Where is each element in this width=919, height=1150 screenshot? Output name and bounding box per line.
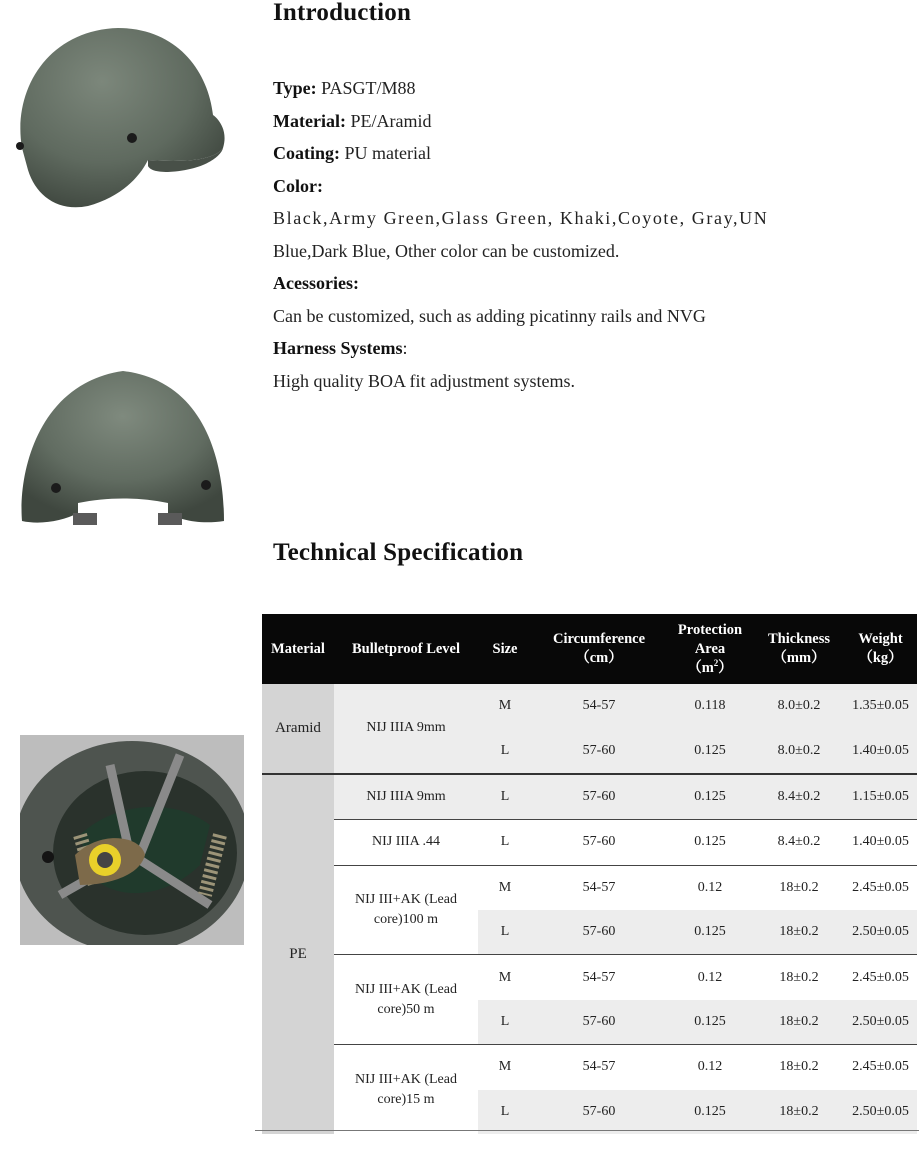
coating-label: Coating:	[273, 143, 340, 163]
accessories-value: Can be customized, such as adding picatinny rails and NVG	[273, 305, 706, 326]
size-cell: M	[478, 865, 532, 910]
col-header-material: Material	[262, 614, 334, 684]
area-unit-sup: 2	[713, 657, 719, 668]
weight-label: Weight	[858, 631, 903, 647]
size-cell: L	[478, 910, 532, 955]
circ-cell: 54-57	[532, 684, 666, 728]
accessories-label: Acessories:	[273, 273, 359, 293]
harness-value: High quality BOA fit adjustment systems.	[273, 370, 575, 391]
area-cell: 0.12	[666, 865, 754, 910]
col-header-circumference	[532, 614, 666, 684]
level-cell: NIJ III+AK (Lead core)100 m	[334, 865, 478, 955]
area-cell: 0.12	[666, 955, 754, 1000]
table-row	[262, 865, 917, 910]
color-line	[273, 170, 913, 203]
weight-cell: 2.45±0.05	[844, 955, 917, 1000]
area-cell: 0.125	[666, 774, 754, 820]
thick-cell: 8.0±0.2	[754, 684, 844, 728]
bottom-divider	[255, 1130, 919, 1131]
area-unit: （m	[687, 659, 714, 676]
spec-table	[262, 614, 917, 1134]
area-cell: 0.125	[666, 910, 754, 955]
area-cell: 0.125	[666, 1090, 754, 1134]
material-line	[273, 105, 913, 138]
size-cell: M	[478, 1045, 532, 1090]
thick-cell: 18±0.2	[754, 1045, 844, 1090]
helmet-side-photo	[8, 20, 230, 216]
area-label-2: Area	[694, 640, 726, 657]
col-header-thickness	[754, 614, 844, 684]
level-cell: NIJ IIIA .44	[334, 820, 478, 865]
thick-unit: （mm）	[772, 650, 826, 666]
circ-cell: 54-57	[532, 955, 666, 1000]
level-cell: NIJ III+AK (Lead core)50 m	[334, 955, 478, 1045]
table-row	[262, 774, 917, 820]
harness-label: Harness Systems	[273, 338, 403, 358]
table-row	[262, 684, 917, 728]
level-cell: NIJ IIIA 9mm	[334, 684, 478, 774]
circ-cell: 57-60	[532, 910, 666, 955]
circ-cell: 57-60	[532, 1090, 666, 1134]
thick-cell: 18±0.2	[754, 1090, 844, 1134]
circ-cell: 57-60	[532, 820, 666, 865]
weight-cell: 2.50±0.05	[844, 910, 917, 955]
thick-cell: 8.4±0.2	[754, 774, 844, 820]
color-values-2: Blue,Dark Blue, Other color can be customized.	[273, 240, 620, 261]
material-value: PE/Aramid	[350, 110, 432, 131]
circ-cell: 54-57	[532, 865, 666, 910]
area-cell: 0.12	[666, 1045, 754, 1090]
weight-cell: 1.15±0.05	[844, 774, 917, 820]
weight-cell: 1.40±0.05	[844, 728, 917, 773]
thick-cell: 18±0.2	[754, 955, 844, 1000]
table-row	[262, 955, 917, 1000]
harness-colon: :	[402, 338, 408, 358]
group-cell-pe: PE	[262, 774, 334, 1134]
level-cell: NIJ IIIA 9mm	[334, 774, 478, 820]
size-cell: L	[478, 728, 532, 773]
material-label: Material:	[273, 110, 346, 131]
size-cell: L	[478, 820, 532, 865]
intro-details	[273, 72, 913, 397]
table-row	[262, 820, 917, 865]
color-values-1: Black,Army Green,Glass Green, Khaki,Coyote, Gray,UN	[273, 208, 769, 228]
thick-cell: 8.4±0.2	[754, 820, 844, 865]
circ-label: Circumference	[552, 631, 646, 647]
size-cell: M	[478, 955, 532, 1000]
size-cell: L	[478, 774, 532, 820]
col-header-level: Bulletproof Level	[334, 614, 478, 684]
thick-cell: 18±0.2	[754, 1000, 844, 1045]
weight-cell: 2.50±0.05	[844, 1090, 917, 1134]
weight-cell: 2.45±0.05	[844, 865, 917, 910]
circ-cell: 57-60	[532, 728, 666, 773]
intro-heading: Introduction	[273, 0, 412, 26]
thick-cell: 8.0±0.2	[754, 728, 844, 773]
circ-unit: （cm）	[575, 650, 623, 666]
thick-cell: 18±0.2	[754, 910, 844, 955]
coating-line	[273, 137, 913, 170]
helmet-interior-photo	[20, 735, 244, 945]
size-cell: L	[478, 1000, 532, 1045]
col-header-size: Size	[478, 614, 532, 684]
accessories-line	[273, 267, 913, 300]
area-cell: 0.118	[666, 684, 754, 728]
area-cell: 0.125	[666, 728, 754, 773]
color-label: Color:	[273, 175, 323, 196]
circ-cell: 57-60	[532, 1000, 666, 1045]
type-value: PASGT/M88	[321, 78, 416, 98]
level-cell: NIJ III+AK (Lead core)15 m	[334, 1045, 478, 1134]
size-cell: M	[478, 684, 532, 728]
weight-cell: 2.50±0.05	[844, 1000, 917, 1045]
harness-line	[273, 332, 913, 365]
type-label: Type:	[273, 78, 317, 98]
coating-value: PU material	[344, 143, 431, 163]
col-header-weight	[844, 614, 917, 684]
weight-unit: （kg）	[858, 650, 903, 666]
table-header-row	[262, 614, 917, 684]
weight-cell: 1.35±0.05	[844, 684, 917, 728]
weight-cell: 2.45±0.05	[844, 1045, 917, 1090]
thick-label: Thickness	[767, 631, 831, 647]
thick-cell: 18±0.2	[754, 865, 844, 910]
weight-cell: 1.40±0.05	[844, 820, 917, 865]
area-cell: 0.125	[666, 820, 754, 865]
area-label-1: Protection	[677, 621, 743, 638]
table-row	[262, 1045, 917, 1090]
type-line	[273, 72, 913, 105]
area-cell: 0.125	[666, 1000, 754, 1045]
size-cell: L	[478, 1090, 532, 1134]
area-unit-close: ）	[718, 659, 733, 676]
circ-cell: 54-57	[532, 1045, 666, 1090]
circ-cell: 57-60	[532, 774, 666, 820]
col-header-area	[666, 614, 754, 684]
spec-heading: Technical Specification	[273, 539, 524, 566]
group-cell-aramid: Aramid	[262, 684, 334, 774]
helmet-front-photo	[18, 363, 228, 528]
